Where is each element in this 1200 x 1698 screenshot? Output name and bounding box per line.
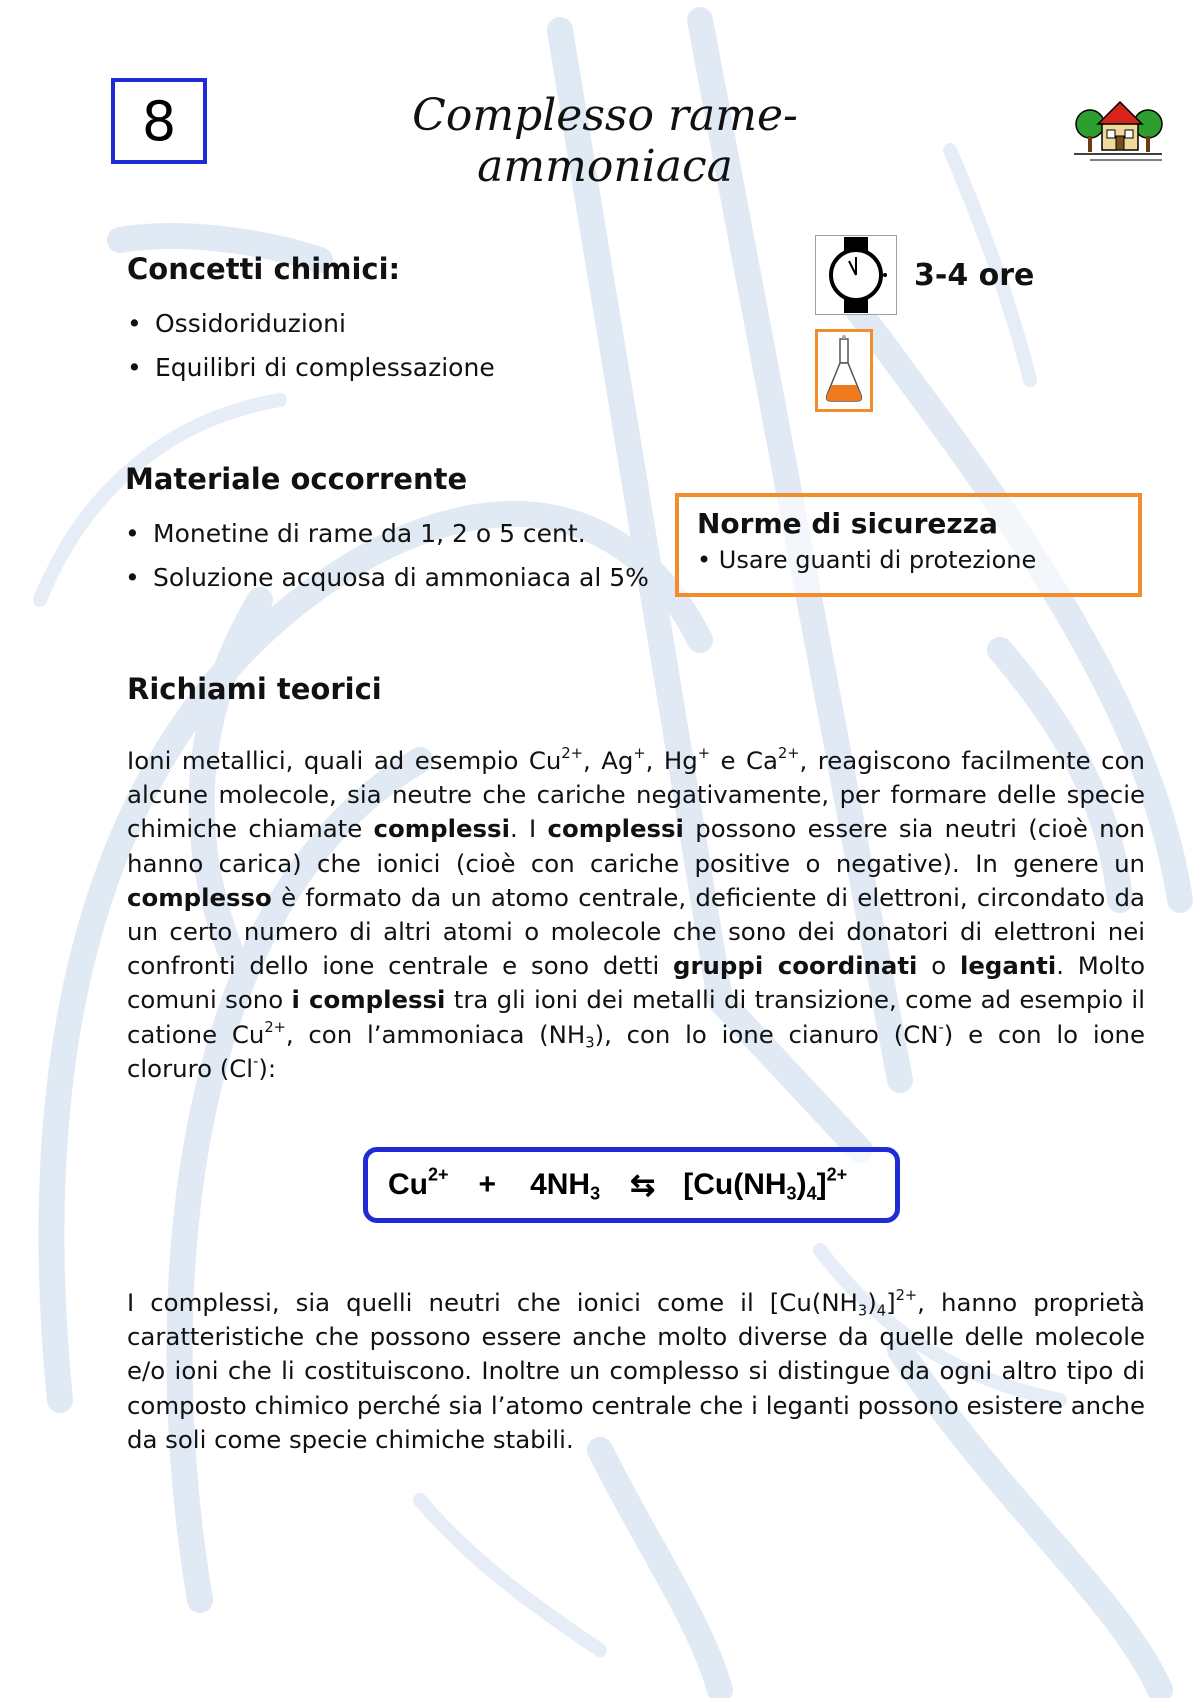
safety-heading: Norme di sicurezza bbox=[697, 507, 998, 540]
safety-box bbox=[675, 493, 1142, 597]
concepts-heading: Concetti chimici: bbox=[127, 252, 401, 286]
safety-item-text: Usare guanti di protezione bbox=[718, 546, 1037, 574]
theory-heading: Richiami teorici bbox=[127, 672, 382, 706]
duration-label: 3-4 ore bbox=[914, 258, 1035, 293]
list-item: • Soluzione acquosa di ammoniaca al 5% bbox=[125, 556, 649, 600]
list-item: • Ossidoriduzioni bbox=[127, 302, 495, 346]
flask-icon bbox=[815, 329, 873, 412]
equilibrium-arrow-icon: ⇆ bbox=[630, 1168, 656, 1202]
concepts-list bbox=[127, 302, 495, 390]
materials-heading: Materiale occorrente bbox=[125, 462, 468, 496]
equation-product: $[Cu(NH_3)_4]^{2+}$ bbox=[683, 1164, 848, 1204]
home-icon[interactable] bbox=[1070, 94, 1166, 166]
clock-icon bbox=[815, 235, 897, 315]
list-item: • Equilibri di complessazione bbox=[127, 346, 495, 390]
equation-reactant-1: $Cu^{2+}$ bbox=[388, 1164, 449, 1201]
list-item: • Monetine di rame da 1, 2 o 5 cent. bbox=[125, 512, 649, 556]
safety-item: • Usare guanti di protezione bbox=[697, 546, 1037, 574]
theory-paragraph-2: I complessi, sia quelli neutri che ionici come il $[Cu(NH_3)_4]^{2+}$, hanno proprietà caratteristiche che possono essere anche molto diverse da quelle delle molecole e/o ioni che li costituiscono. Inoltre un complesso si distingue da ogni altro tipo di composto chimico perché sia l’atomo centrale che i leganti possono esistere anche da soli come specie chimiche stabili. bbox=[127, 1287, 1145, 1454]
chapter-number: 8 bbox=[141, 89, 177, 153]
materials-list bbox=[125, 512, 649, 600]
equation-plus: + bbox=[478, 1168, 497, 1201]
theory-paragraph-1: Ioni metallici, quali ad esempio $Cu^{2+}$, Ag+, Hg+ e $Ca^{2+}$, reagiscono facilmente con alcune molecole, sia neutre che cariche negativamente, per formare delle specie chimiche chiamate complessi. I complessi possono essere sia neutri (cioè non hanno carica) che ionici (cioè con cariche positive o negative). In genere un complesso è formato da un atomo centrale, deficiente di elettroni, circondato da un certo numero di altri atomi o molecole che sono dei donatori di elettroni nei confronti dello ione centrale e sono detti gruppi coordinati o leganti. Molto comuni sono i complessi tra gli ioni dei metalli di transizione, come ad esempio il catione $Cu^{2+}$, con l’ammoniaca $(NH_3)$, con lo ione cianuro (CN-) e con lo ione cloruro (Cl-): bbox=[127, 745, 1146, 1083]
page-title: Complesso rame-ammoniaca bbox=[412, 90, 798, 192]
equation-reactant-2: $4NH_3$ bbox=[530, 1168, 601, 1204]
equation-box bbox=[363, 1147, 900, 1223]
chapter-number-box bbox=[111, 78, 207, 164]
